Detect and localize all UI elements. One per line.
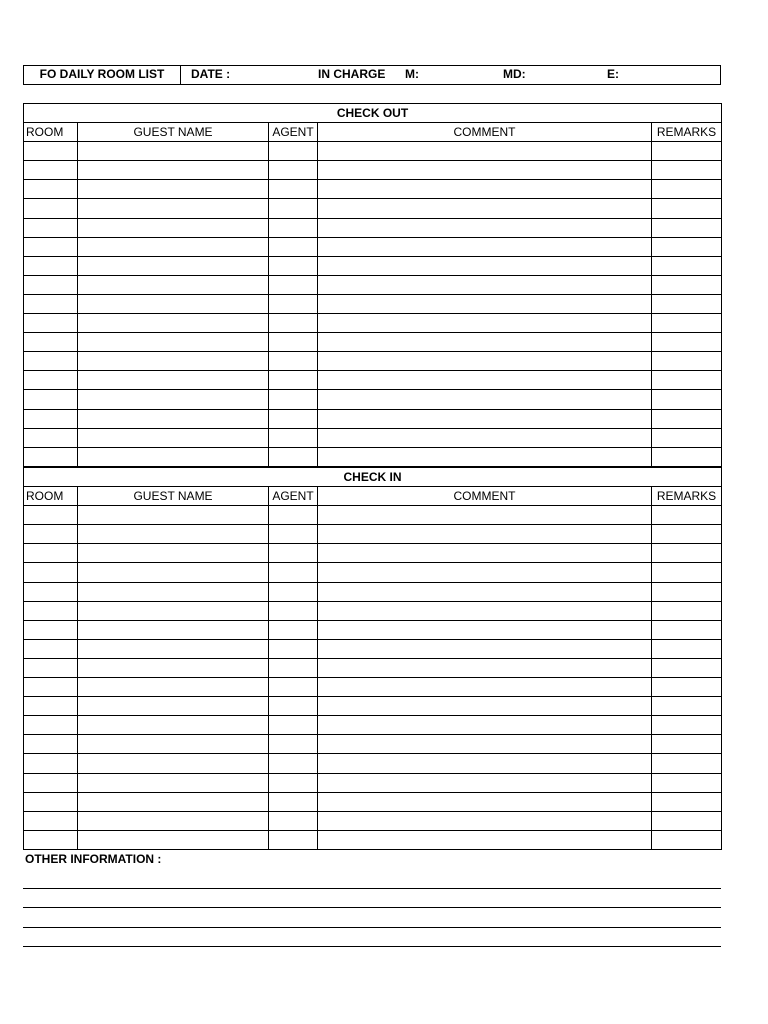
table-cell[interactable] bbox=[269, 142, 318, 161]
table-cell[interactable] bbox=[78, 697, 269, 716]
table-cell[interactable] bbox=[269, 352, 318, 371]
table-cell[interactable] bbox=[78, 563, 269, 582]
table-cell[interactable] bbox=[24, 256, 78, 275]
table-cell[interactable] bbox=[269, 830, 318, 849]
table-cell[interactable] bbox=[24, 161, 78, 180]
in-charge-e-label: E: bbox=[607, 67, 619, 81]
table-cell[interactable] bbox=[269, 371, 318, 390]
table-cell[interactable] bbox=[269, 256, 318, 275]
table-cell[interactable] bbox=[269, 697, 318, 716]
table-row bbox=[24, 639, 722, 658]
table-cell[interactable] bbox=[269, 218, 318, 237]
table-cell[interactable] bbox=[318, 218, 652, 237]
table-cell[interactable] bbox=[652, 639, 722, 658]
table-cell[interactable] bbox=[78, 773, 269, 792]
table-cell[interactable] bbox=[24, 294, 78, 313]
table-cell[interactable] bbox=[24, 314, 78, 333]
other-information-label: OTHER INFORMATION : bbox=[25, 852, 162, 866]
table-cell[interactable] bbox=[652, 409, 722, 428]
table-row bbox=[24, 447, 722, 466]
table-cell[interactable] bbox=[269, 237, 318, 256]
table-cell[interactable] bbox=[652, 697, 722, 716]
table-cell[interactable] bbox=[24, 639, 78, 658]
table-cell[interactable] bbox=[269, 754, 318, 773]
table-cell[interactable] bbox=[652, 544, 722, 563]
table-cell[interactable] bbox=[318, 142, 652, 161]
table-cell[interactable] bbox=[78, 371, 269, 390]
table-cell[interactable] bbox=[78, 639, 269, 658]
table-cell[interactable] bbox=[318, 830, 652, 849]
table-row bbox=[24, 620, 722, 639]
table-cell[interactable] bbox=[78, 256, 269, 275]
table-cell[interactable] bbox=[24, 218, 78, 237]
table-cell[interactable] bbox=[269, 544, 318, 563]
table-cell[interactable] bbox=[78, 620, 269, 639]
table-cell[interactable] bbox=[652, 716, 722, 735]
table-cell[interactable] bbox=[652, 754, 722, 773]
table-cell[interactable] bbox=[318, 409, 652, 428]
table-cell[interactable] bbox=[24, 658, 78, 677]
column-header: COMMENT bbox=[318, 123, 652, 142]
table-cell[interactable] bbox=[24, 237, 78, 256]
table-cell[interactable] bbox=[24, 544, 78, 563]
table-cell[interactable] bbox=[269, 314, 318, 333]
table-cell[interactable] bbox=[652, 506, 722, 525]
table-cell[interactable] bbox=[269, 658, 318, 677]
table-cell[interactable] bbox=[269, 582, 318, 601]
table-cell[interactable] bbox=[652, 830, 722, 849]
table-cell[interactable] bbox=[24, 333, 78, 352]
table-cell[interactable] bbox=[318, 180, 652, 199]
table-cell[interactable] bbox=[24, 830, 78, 849]
table-cell[interactable] bbox=[24, 754, 78, 773]
table-cell[interactable] bbox=[78, 506, 269, 525]
table-cell[interactable] bbox=[24, 773, 78, 792]
table-cell[interactable] bbox=[652, 620, 722, 639]
table-cell[interactable] bbox=[652, 314, 722, 333]
other-information-line[interactable] bbox=[23, 907, 721, 908]
column-header: REMARKS bbox=[652, 487, 722, 506]
checkout-section-title-row bbox=[24, 104, 722, 123]
checkin-table-body bbox=[24, 468, 722, 850]
table-cell[interactable] bbox=[652, 428, 722, 447]
table-cell[interactable] bbox=[24, 582, 78, 601]
column-header: GUEST NAME bbox=[78, 487, 269, 506]
table-cell[interactable] bbox=[78, 390, 269, 409]
table-row bbox=[24, 256, 722, 275]
table-cell[interactable] bbox=[269, 792, 318, 811]
table-row bbox=[24, 601, 722, 620]
table-cell[interactable] bbox=[78, 830, 269, 849]
table-cell[interactable] bbox=[318, 716, 652, 735]
table-row bbox=[24, 371, 722, 390]
table-row bbox=[24, 409, 722, 428]
table-cell[interactable] bbox=[318, 563, 652, 582]
form-title: FO DAILY ROOM LIST bbox=[24, 66, 181, 84]
table-row bbox=[24, 199, 722, 218]
table-row bbox=[24, 506, 722, 525]
table-cell[interactable] bbox=[318, 544, 652, 563]
table-cell[interactable] bbox=[78, 792, 269, 811]
table-cell[interactable] bbox=[24, 390, 78, 409]
table-cell[interactable] bbox=[78, 314, 269, 333]
checkin-column-header-row bbox=[24, 487, 722, 506]
table-cell[interactable] bbox=[652, 563, 722, 582]
table-cell[interactable] bbox=[318, 525, 652, 544]
table-cell[interactable] bbox=[318, 352, 652, 371]
table-cell[interactable] bbox=[652, 582, 722, 601]
table-cell[interactable] bbox=[269, 773, 318, 792]
table-cell[interactable] bbox=[24, 180, 78, 199]
table-cell[interactable] bbox=[652, 256, 722, 275]
table-cell[interactable] bbox=[318, 658, 652, 677]
table-row bbox=[24, 678, 722, 697]
table-cell[interactable] bbox=[652, 678, 722, 697]
table-cell[interactable] bbox=[78, 409, 269, 428]
table-cell[interactable] bbox=[269, 294, 318, 313]
table-cell[interactable] bbox=[318, 237, 652, 256]
table-row bbox=[24, 697, 722, 716]
table-cell[interactable] bbox=[78, 142, 269, 161]
date-label: DATE : bbox=[191, 67, 231, 81]
table-cell[interactable] bbox=[318, 199, 652, 218]
table-cell[interactable] bbox=[652, 390, 722, 409]
table-cell[interactable] bbox=[24, 601, 78, 620]
table-cell[interactable] bbox=[24, 428, 78, 447]
table-cell[interactable] bbox=[318, 161, 652, 180]
table-cell[interactable] bbox=[269, 333, 318, 352]
header-bar bbox=[23, 65, 721, 85]
table-cell[interactable] bbox=[269, 199, 318, 218]
table-cell[interactable] bbox=[24, 735, 78, 754]
table-cell[interactable] bbox=[652, 142, 722, 161]
table-cell[interactable] bbox=[318, 428, 652, 447]
checkout-table-body bbox=[24, 104, 722, 467]
table-row bbox=[24, 275, 722, 294]
table-cell[interactable] bbox=[652, 447, 722, 466]
table-cell[interactable] bbox=[78, 180, 269, 199]
checkin-section-title: CHECK IN bbox=[24, 468, 722, 487]
column-header: AGENT bbox=[269, 123, 318, 142]
table-cell[interactable] bbox=[652, 773, 722, 792]
table-cell[interactable] bbox=[78, 161, 269, 180]
table-cell[interactable] bbox=[24, 525, 78, 544]
table-row bbox=[24, 830, 722, 849]
table-cell[interactable] bbox=[652, 180, 722, 199]
table-cell[interactable] bbox=[318, 639, 652, 658]
table-cell[interactable] bbox=[318, 390, 652, 409]
checkout-section-title: CHECK OUT bbox=[24, 104, 722, 123]
table-cell[interactable] bbox=[269, 390, 318, 409]
table-cell[interactable] bbox=[24, 199, 78, 218]
table-row bbox=[24, 582, 722, 601]
table-cell[interactable] bbox=[652, 218, 722, 237]
table-cell[interactable] bbox=[318, 275, 652, 294]
table-row bbox=[24, 525, 722, 544]
table-row bbox=[24, 428, 722, 447]
column-header: AGENT bbox=[269, 487, 318, 506]
table-row bbox=[24, 142, 722, 161]
table-cell[interactable] bbox=[318, 811, 652, 830]
checkout-table bbox=[23, 103, 722, 467]
table-row bbox=[24, 658, 722, 677]
table-cell[interactable] bbox=[652, 237, 722, 256]
column-header: ROOM bbox=[24, 487, 78, 506]
table-cell[interactable] bbox=[269, 409, 318, 428]
table-row bbox=[24, 773, 722, 792]
table-cell[interactable] bbox=[78, 294, 269, 313]
in-charge-m-label: M: bbox=[405, 67, 419, 81]
table-cell[interactable] bbox=[652, 275, 722, 294]
table-row bbox=[24, 161, 722, 180]
table-cell[interactable] bbox=[24, 678, 78, 697]
table-cell[interactable] bbox=[78, 352, 269, 371]
table-cell[interactable] bbox=[78, 333, 269, 352]
table-cell[interactable] bbox=[269, 735, 318, 754]
table-row bbox=[24, 544, 722, 563]
in-charge-label: IN CHARGE bbox=[318, 67, 386, 81]
table-row bbox=[24, 180, 722, 199]
other-information-line[interactable] bbox=[23, 946, 721, 947]
table-cell[interactable] bbox=[24, 447, 78, 466]
table-row bbox=[24, 294, 722, 313]
table-cell[interactable] bbox=[78, 582, 269, 601]
table-cell[interactable] bbox=[24, 697, 78, 716]
table-cell[interactable] bbox=[269, 620, 318, 639]
table-cell[interactable] bbox=[318, 678, 652, 697]
table-cell[interactable] bbox=[652, 352, 722, 371]
table-cell[interactable] bbox=[24, 352, 78, 371]
table-row bbox=[24, 735, 722, 754]
column-header: COMMENT bbox=[318, 487, 652, 506]
column-header: REMARKS bbox=[652, 123, 722, 142]
table-cell[interactable] bbox=[24, 506, 78, 525]
checkout-column-header-row bbox=[24, 123, 722, 142]
table-cell[interactable] bbox=[318, 735, 652, 754]
table-cell[interactable] bbox=[78, 218, 269, 237]
table-row bbox=[24, 352, 722, 371]
table-cell[interactable] bbox=[78, 447, 269, 466]
table-cell[interactable] bbox=[318, 371, 652, 390]
table-cell[interactable] bbox=[652, 161, 722, 180]
table-row bbox=[24, 390, 722, 409]
table-cell[interactable] bbox=[269, 716, 318, 735]
table-cell[interactable] bbox=[652, 294, 722, 313]
table-row bbox=[24, 237, 722, 256]
table-cell[interactable] bbox=[652, 811, 722, 830]
table-cell[interactable] bbox=[269, 506, 318, 525]
table-cell[interactable] bbox=[24, 275, 78, 294]
table-cell[interactable] bbox=[24, 409, 78, 428]
table-cell[interactable] bbox=[78, 237, 269, 256]
in-charge-md-label: MD: bbox=[503, 67, 526, 81]
table-cell[interactable] bbox=[318, 582, 652, 601]
table-cell[interactable] bbox=[318, 697, 652, 716]
other-information-line[interactable] bbox=[23, 927, 721, 928]
table-cell[interactable] bbox=[318, 792, 652, 811]
table-cell[interactable] bbox=[318, 314, 652, 333]
table-cell[interactable] bbox=[269, 601, 318, 620]
other-information-line[interactable] bbox=[23, 888, 721, 889]
table-row bbox=[24, 314, 722, 333]
table-cell[interactable] bbox=[652, 371, 722, 390]
table-cell[interactable] bbox=[318, 601, 652, 620]
checkin-section-title-row bbox=[24, 468, 722, 487]
table-row bbox=[24, 811, 722, 830]
table-cell[interactable] bbox=[269, 161, 318, 180]
table-cell[interactable] bbox=[24, 563, 78, 582]
table-row bbox=[24, 218, 722, 237]
table-cell[interactable] bbox=[652, 658, 722, 677]
table-cell[interactable] bbox=[78, 735, 269, 754]
table-cell[interactable] bbox=[269, 678, 318, 697]
table-cell[interactable] bbox=[24, 716, 78, 735]
table-cell[interactable] bbox=[318, 333, 652, 352]
table-cell[interactable] bbox=[652, 735, 722, 754]
table-cell[interactable] bbox=[318, 506, 652, 525]
table-cell[interactable] bbox=[24, 620, 78, 639]
table-cell[interactable] bbox=[318, 773, 652, 792]
table-cell[interactable] bbox=[318, 447, 652, 466]
table-cell[interactable] bbox=[78, 716, 269, 735]
table-row bbox=[24, 792, 722, 811]
table-cell[interactable] bbox=[652, 601, 722, 620]
table-cell[interactable] bbox=[269, 428, 318, 447]
table-cell[interactable] bbox=[318, 620, 652, 639]
table-cell[interactable] bbox=[78, 544, 269, 563]
table-cell[interactable] bbox=[78, 601, 269, 620]
table-cell[interactable] bbox=[318, 294, 652, 313]
table-cell[interactable] bbox=[24, 792, 78, 811]
table-cell[interactable] bbox=[652, 525, 722, 544]
table-cell[interactable] bbox=[318, 754, 652, 773]
table-cell[interactable] bbox=[269, 275, 318, 294]
table-cell[interactable] bbox=[78, 811, 269, 830]
table-cell[interactable] bbox=[269, 811, 318, 830]
table-cell[interactable] bbox=[652, 199, 722, 218]
table-cell[interactable] bbox=[78, 754, 269, 773]
table-cell[interactable] bbox=[269, 563, 318, 582]
table-cell[interactable] bbox=[652, 792, 722, 811]
table-cell[interactable] bbox=[269, 639, 318, 658]
table-cell[interactable] bbox=[78, 199, 269, 218]
table-row bbox=[24, 333, 722, 352]
table-cell[interactable] bbox=[78, 275, 269, 294]
table-cell[interactable] bbox=[318, 256, 652, 275]
table-cell[interactable] bbox=[78, 658, 269, 677]
table-cell[interactable] bbox=[269, 525, 318, 544]
table-cell[interactable] bbox=[78, 428, 269, 447]
table-cell[interactable] bbox=[78, 525, 269, 544]
checkin-table bbox=[23, 467, 722, 850]
table-row bbox=[24, 563, 722, 582]
table-cell[interactable] bbox=[24, 811, 78, 830]
column-header: GUEST NAME bbox=[78, 123, 269, 142]
table-row bbox=[24, 716, 722, 735]
table-cell[interactable] bbox=[24, 371, 78, 390]
table-cell[interactable] bbox=[24, 142, 78, 161]
table-cell[interactable] bbox=[78, 678, 269, 697]
column-header: ROOM bbox=[24, 123, 78, 142]
table-cell[interactable] bbox=[269, 447, 318, 466]
table-cell[interactable] bbox=[269, 180, 318, 199]
table-row bbox=[24, 754, 722, 773]
table-cell[interactable] bbox=[652, 333, 722, 352]
